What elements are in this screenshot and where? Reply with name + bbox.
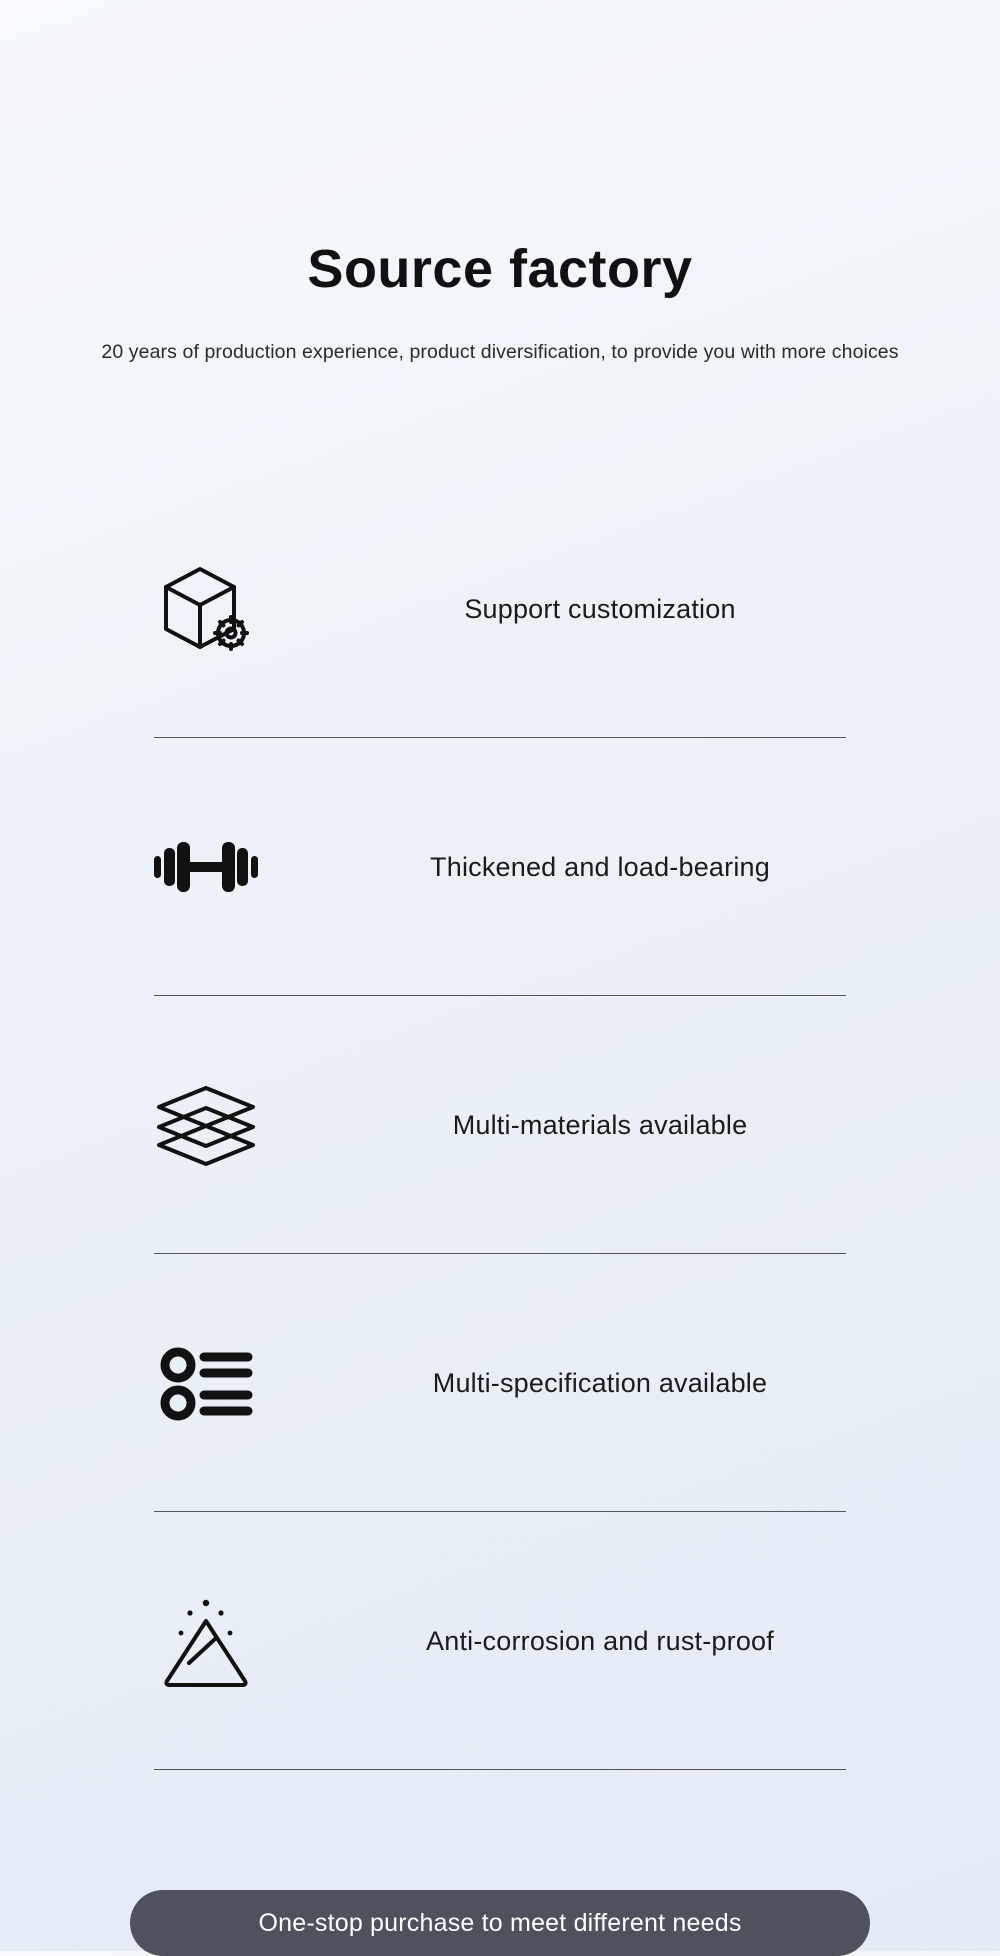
anti-corrosion-cone-icon [76, 1591, 336, 1691]
page-header [0, 0, 1000, 364]
list-item-label: Multi-materials available [452, 1109, 748, 1140]
list-item [76, 1512, 924, 1770]
cta-container [0, 1890, 1000, 1956]
one-stop-purchase-button[interactable]: One-stop purchase to meet different needs [130, 1890, 870, 1956]
settings-list-icon [76, 1343, 336, 1423]
page-title: Source factory [307, 239, 693, 299]
feature-list [76, 480, 924, 1770]
list-item [76, 1254, 924, 1512]
dumbbell-icon [76, 834, 336, 900]
page-subtitle: 20 years of production experience, product diversification, to provide you with more choices [101, 341, 899, 364]
list-item-label: Thickened and load-bearing [430, 851, 770, 882]
list-item-label: Multi-specification available [432, 1367, 768, 1398]
list-item-label: Anti-corrosion and rust-proof [426, 1625, 774, 1656]
list-item [76, 996, 924, 1254]
list-item [76, 738, 924, 996]
box-gear-icon [76, 557, 336, 661]
divider [154, 1769, 846, 1770]
list-item-label: Support customization [464, 593, 736, 624]
layers-icon [76, 1082, 336, 1168]
list-item [76, 480, 924, 738]
